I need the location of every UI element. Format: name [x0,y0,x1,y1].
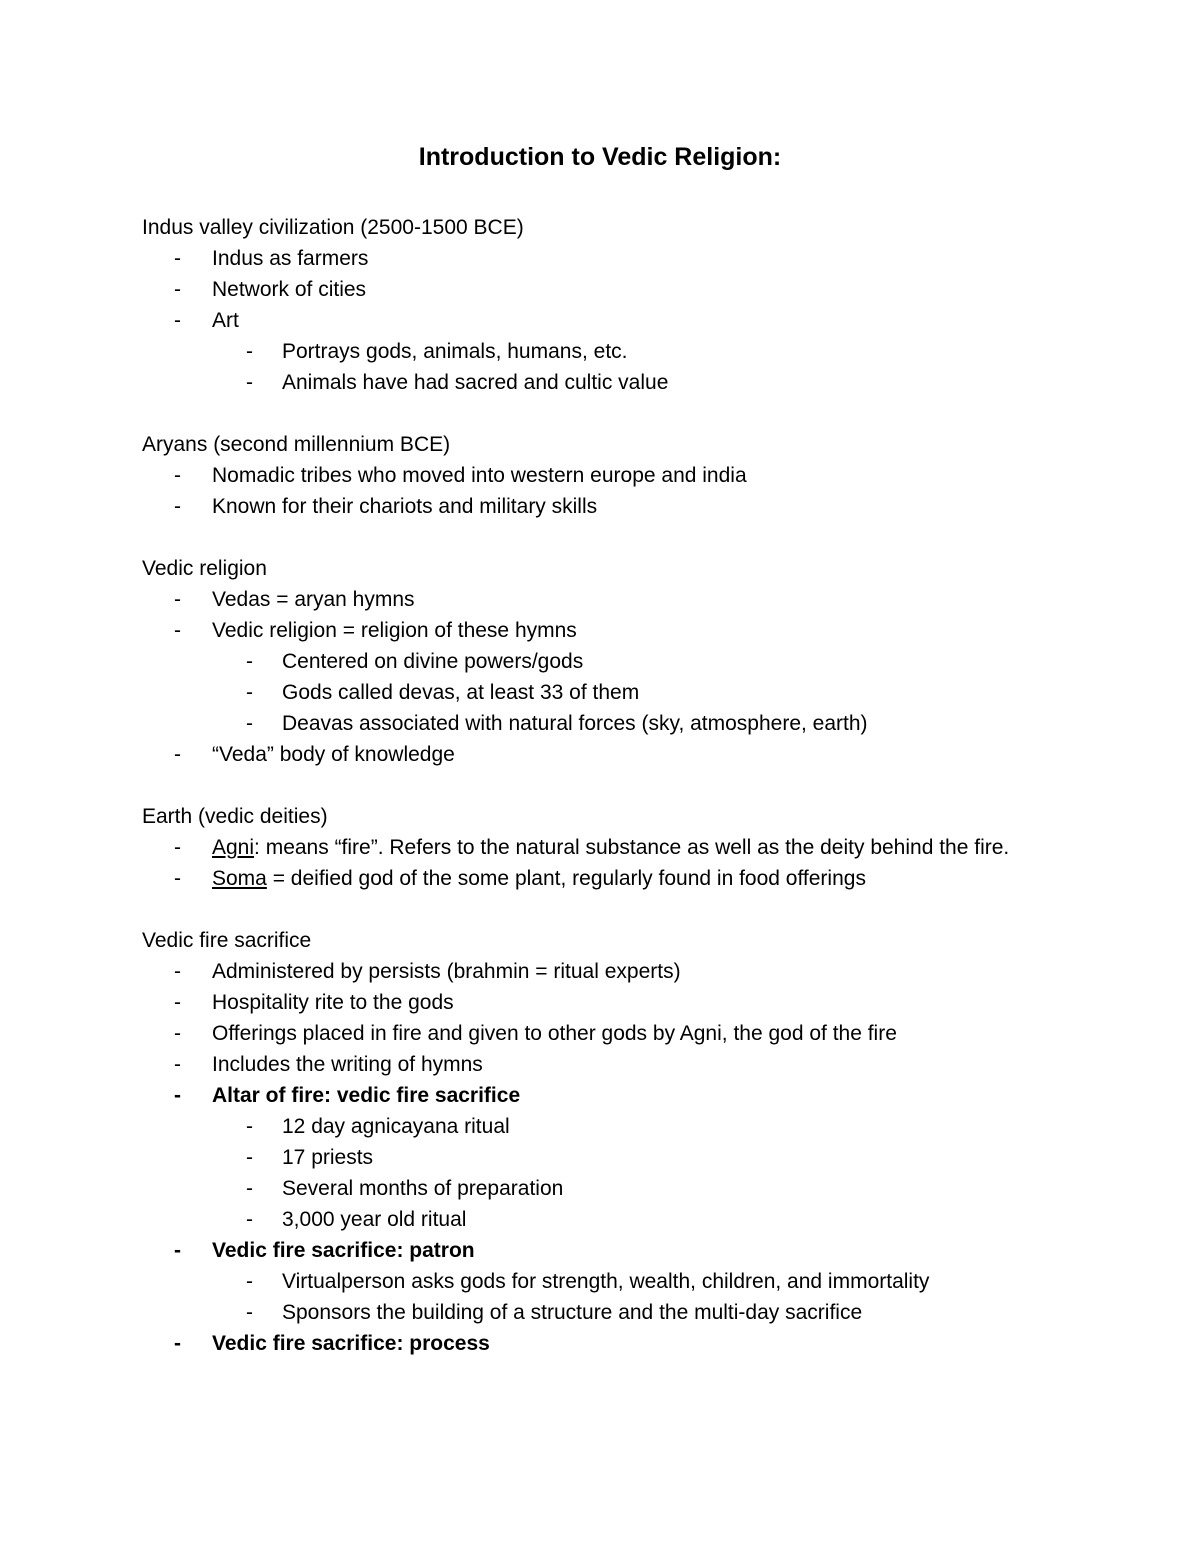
section-vedic-religion [142,553,1102,770]
list-item [142,274,1102,305]
list-item-text: Includes the writing of hymns [212,1053,483,1076]
list-item-text: Administered by persists (brahmin = ritual experts) [212,960,681,983]
page-title: Introduction to Vedic Religion: [418,143,782,171]
list-item-text: Centered on divine powers/gods [282,650,584,673]
list-item [142,1049,1102,1080]
bullet-dash: - [246,712,253,735]
list-item [142,739,1102,770]
bullet-dash: - [174,743,181,766]
list-item [142,305,1102,336]
list-item-bold [142,1080,1102,1111]
bullet-dash: - [174,991,181,1014]
list-item-text: Gods called devas, at least 33 of them [282,681,640,704]
sub-list-item [142,1204,1102,1235]
list-item [142,1018,1102,1049]
bullet-dash: - [174,1053,181,1076]
list-item-bold [142,1328,1102,1359]
bullet-dash: - [174,464,181,487]
list-item [142,243,1102,274]
section-heading: Vedic religion [142,557,267,580]
list-item [142,584,1102,615]
list-item-text: Vedic religion = religion of these hymns [212,619,577,642]
list-item-text: Sponsors the building of a structure and the multi-day sacrifice [282,1301,863,1324]
list-item [142,863,1102,894]
section-heading: Aryans (second millennium BCE) [142,433,451,456]
list-item-text: Hospitality rite to the gods [212,991,454,1014]
bullet-dash: - [174,588,181,611]
bullet-dash: - [174,495,181,518]
list-item-text: Offerings placed in fire and given to other gods by Agni, the god of the fire [212,1022,897,1045]
bullet-dash: - [246,1146,253,1169]
bullet-dash: - [246,1270,253,1293]
section-heading: Indus valley civilization (2500-1500 BCE) [142,216,524,239]
bullet-dash: - [174,309,181,332]
bullet-dash: - [174,1084,181,1107]
list-item-bold [142,1235,1102,1266]
bullet-dash: - [174,867,181,890]
list-item-text: Portrays gods, animals, humans, etc. [282,340,628,363]
bullet-dash: - [174,1332,181,1355]
sub-list-item [142,336,1102,367]
sub-list-item [142,1297,1102,1328]
bullet-dash: - [246,1301,253,1324]
list-item [142,987,1102,1018]
list-item-text: : means “fire”. Refers to the natural substance as well as the deity behind the fire. [254,836,1010,859]
list-item-text: Animals have had sacred and cultic value [282,371,669,394]
bullet-dash: - [174,836,181,859]
bullet-dash: - [174,1239,181,1262]
bullet-dash: - [174,247,181,270]
list-item-text: 12 day agnicayana ritual [282,1115,510,1138]
list-item-text: 3,000 year old ritual [282,1208,467,1231]
section-heading: Vedic fire sacrifice [142,929,312,952]
list-item-text: Several months of preparation [282,1177,564,1200]
list-item-text: Indus as farmers [212,247,369,270]
list-item-text: Known for their chariots and military skills [212,495,598,518]
sub-list-item [142,646,1102,677]
bullet-dash: - [246,340,253,363]
list-item-text: Altar of fire: vedic fire sacrifice [212,1084,521,1107]
bullet-dash: - [246,371,253,394]
list-item [142,956,1102,987]
section-aryans [142,429,1102,522]
list-item-text: 17 priests [282,1146,374,1169]
list-item [142,832,1102,863]
sub-list-item [142,677,1102,708]
sub-list-item [142,367,1102,398]
bullet-dash: - [174,960,181,983]
list-item-text: Nomadic tribes who moved into western europe and india [212,464,747,487]
section-vedic-fire-sacrifice [142,925,1102,1359]
bullet-dash: - [246,1177,253,1200]
document-body [142,212,1102,1359]
bullet-dash: - [246,1115,253,1138]
sub-list-item [142,1111,1102,1142]
sub-list-item [142,708,1102,739]
list-item-text: Vedas = aryan hymns [212,588,415,611]
list-item-text: Network of cities [212,278,367,301]
bullet-dash: - [246,650,253,673]
section-heading: Earth (vedic deities) [142,805,328,828]
section-indus [142,212,1102,398]
sub-list-item [142,1266,1102,1297]
bullet-dash: - [174,278,181,301]
list-item-text: Vedic fire sacrifice: patron [212,1239,475,1262]
bullet-dash: - [246,681,253,704]
list-item-text: Art [212,309,239,332]
section-earth [142,801,1102,894]
term-agni: Agni [212,836,255,859]
list-item-text: “Veda” body of knowledge [212,743,455,766]
term-soma: Soma [212,867,267,890]
list-item [142,615,1102,646]
list-item [142,460,1102,491]
list-item-text: = deified god of the some plant, regularly found in food offerings [266,867,866,890]
sub-list-item [142,1142,1102,1173]
list-item-text: Vedic fire sacrifice: process [212,1332,490,1355]
bullet-dash: - [174,1022,181,1045]
list-item-text: Deavas associated with natural forces (sky, atmosphere, earth) [282,712,868,735]
list-item [142,491,1102,522]
bullet-dash: - [174,619,181,642]
sub-list-item [142,1173,1102,1204]
list-item-text: Virtualperson asks gods for strength, wealth, children, and immortality [282,1270,930,1293]
bullet-dash: - [246,1208,253,1231]
